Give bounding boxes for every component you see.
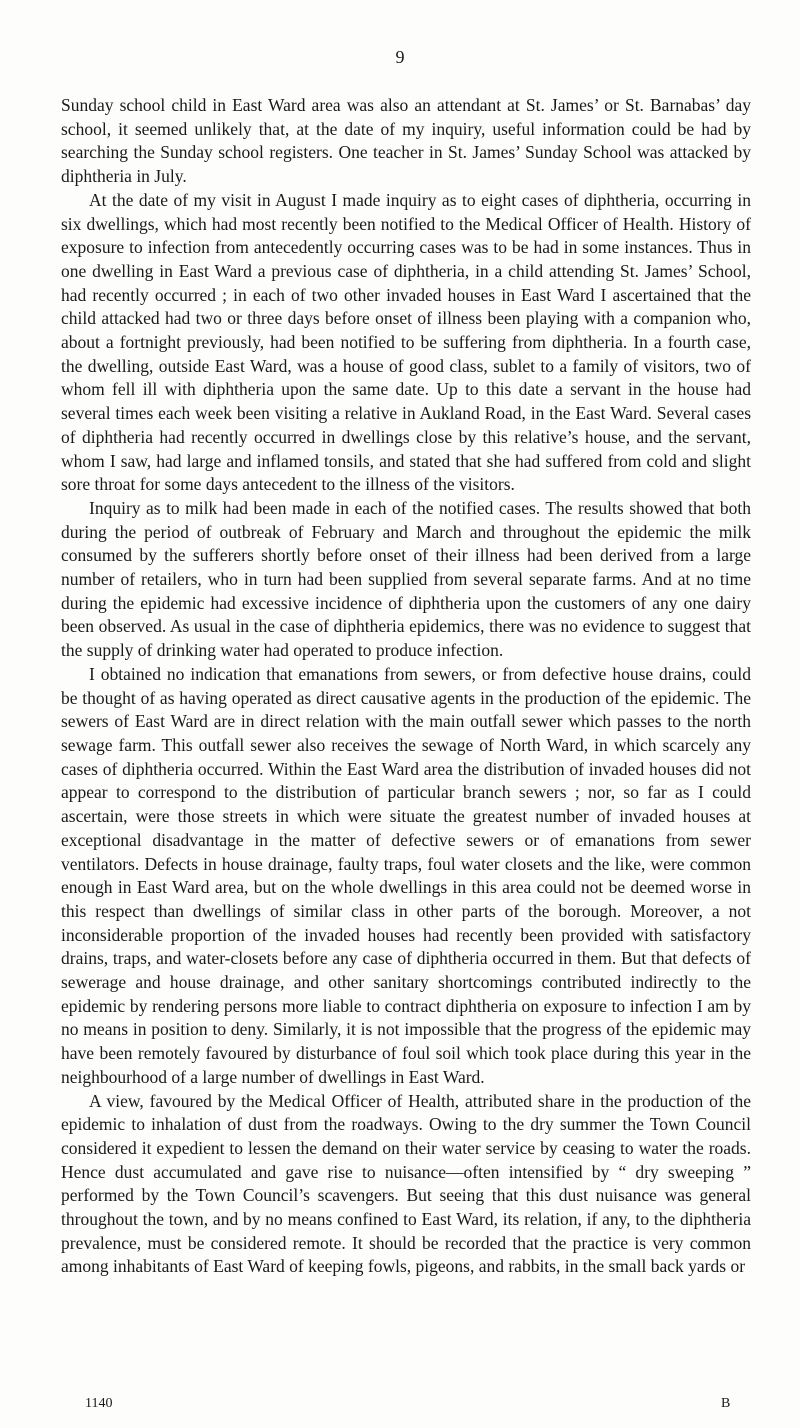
page-number: 9 (395, 47, 405, 67)
paragraph-dust: A view, favoured by the Medical Officer of Health, attributed share in the production of the epidemic to inhalation of dust from the roadways. Owing to the dry summer the Town Council considered it expedient to lessen the demand on their water service by ceasing to water the roads. Hence dust accumulated and gave rise to nuisance—often intensified by “ dry sweeping ” performed by the Town Council’s scavengers. But seeing that this dust nuisance was general throughout the town, and by no means confined to East Ward, its relation, if any, to the diphtheria prevalence, must be considered remote. It should be recorded that the practice is very common among inhabitants of East Ward of keeping fowls, pigeons, and rabbits, in the small back yards or (61, 1090, 751, 1277)
paragraph-inquiry-cases: At the date of my visit in August I made inquiry as to eight cases of diphtheria, occurring in six dwellings, which had most recently been notified to the Medical Officer of Health. History of exposure to infection from antecedently occurring cases was to be had in some instances. Thus in one dwelling in East Ward a previous case of diphtheria, in a child attending St. James’ School, had recently occurred ; in each of two other invaded houses in East Ward I ascertained that the child attacked had two or three days before onset of illness been playing with a companion who, about a fortnight previously, had been notified to be suffering from diphtheria. In a fourth case, the dwelling, outside East Ward, was a house of good class, sublet to a family of visitors, two of whom fell ill with diphtheria upon the same date. Up to this date a servant in the house had several times each week been visiting a relative in Aukland Road, in the East Ward. Several cases of diphtheria had recently occurred in dwellings close by this relative’s house, and the servant, whom I saw, had large and inflamed tonsils, and stated that she had suffered from cold and slight sore throat for some days antecedent to the illness of the visitors. (61, 189, 751, 495)
paragraph-continuation: Sunday school child in East Ward area was also an attendant at St. James’ or St. Barnabas’ day school, it seemed unlikely that, at the date of my inquiry, useful information could be had by searching the Sunday school registers. One teacher in St. James’ Sunday School was attacked by diphtheria in July. (61, 95, 751, 187)
signature-number: 1140 (85, 1396, 113, 1411)
signature-letter: B (721, 1396, 731, 1411)
paragraph-milk-inquiry: Inquiry as to milk had been made in each of the notified cases. The results showed that both during the period of outbreak of February and March and throughout the epidemic the milk consumed by the sufferers shortly before onset of their illness had been derived from a large number of retailers, who in turn had been supplied from several separate farms. And at no time during the epidemic had excessive incidence of diphtheria upon the customers of any one dairy been observed. As usual in the case of diphtheria epidemics, there was no evidence to suggest that the supply of drinking water had operated to produce infection. (61, 497, 751, 661)
body-text (61, 94, 751, 1279)
paragraph-sewers: I obtained no indication that emanations from sewers, or from defective house drains, could be thought of as having operated as direct causative agents in the production of the epidemic. The sewers of East Ward are in direct relation with the main outfall sewer which passes to the north sewage farm. This outfall sewer also receives the sewage of North Ward, in which scarcely any cases of diphtheria occurred. Within the East Ward area the distribution of invaded houses did not appear to correspond to the distribution of particular branch sewers ; nor, so far as I could ascertain, were those streets in which were situate the greatest number of invaded houses at exceptional disadvantage in the matter of defective sewers or of emanations from sewer ventilators. Defects in house drainage, faulty traps, foul water closets and the like, were common enough in East Ward area, but on the whole dwellings in this area could not be deemed worse in this respect than dwellings of similar class in other parts of the borough. Moreover, a not inconsiderable proportion of the invaded houses had recently been provided with satisfactory drains, traps, and water-closets before any case of diphtheria occurred in them. But that defects of sewerage and house drainage, and other sanitary shortcomings contributed indirectly to the epidemic by rendering persons more liable to contract diphtheria on exposure to infection I am by no means in position to deny. Similarly, it is not impossible that the progress of the epidemic may have been remotely favoured by disturbance of foul soil which took place during this year in the neighbourhood of a large number of dwellings in East Ward. (61, 663, 751, 1087)
